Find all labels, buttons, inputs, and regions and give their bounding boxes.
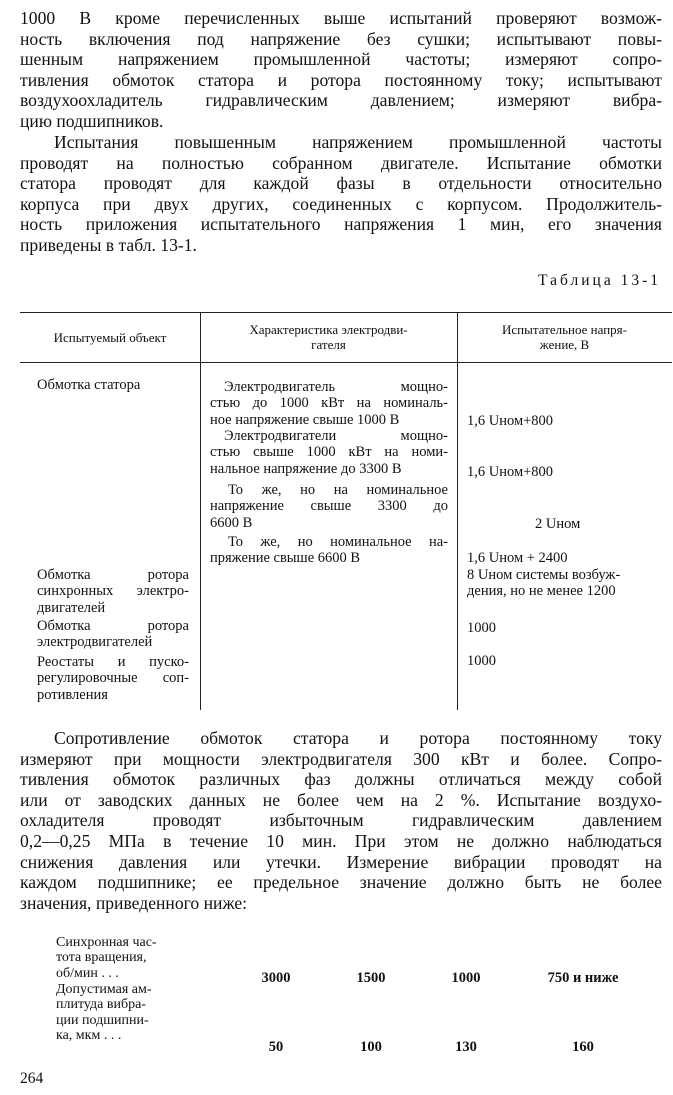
text-line: охладителя проводят избыточным гидравлическим давлением bbox=[20, 810, 662, 831]
text-line: измеряют при мощности электродвигателя 300 кВт и более. Сопро- bbox=[20, 748, 662, 769]
text-line: корпуса при двух других, соединенных с корпусом. Продолжитель- bbox=[20, 193, 662, 214]
object-rheostats bbox=[37, 654, 189, 703]
paragraph-1 bbox=[20, 8, 662, 132]
amplitude-label bbox=[56, 982, 188, 1044]
header-line: Испытательное напря- bbox=[502, 322, 627, 337]
object-rotor bbox=[37, 618, 189, 651]
voltage-sync-rotor bbox=[467, 567, 672, 600]
header-line: Характеристика электродви- bbox=[249, 322, 408, 337]
voltage-4: 1,6 Uном + 2400 bbox=[467, 550, 568, 566]
test-voltage-table bbox=[20, 312, 672, 710]
label-line: ции подшипни- bbox=[56, 1012, 149, 1028]
cell-line: Электродвигатель мощно- bbox=[224, 379, 448, 395]
cell-line: ное напряжение свыше 1000 В bbox=[210, 411, 400, 428]
cell-line: стью свыше 1000 кВт на номи- bbox=[210, 444, 448, 461]
text-line: 1000 В кроме перечисленных выше испытаний проверяют возмож- bbox=[20, 8, 662, 28]
object-stator: Обмотка статора bbox=[37, 377, 141, 393]
speed-value: 750 и ниже bbox=[547, 970, 619, 986]
cell-line: напряжение свыше 3300 до bbox=[210, 498, 448, 515]
cell-line: Реостаты и пуско- bbox=[37, 654, 189, 670]
label-line: Синхронная час- bbox=[56, 935, 157, 950]
speed-value: 3000 bbox=[261, 970, 291, 986]
vibration-table bbox=[56, 935, 656, 1060]
cell-line: ротивления bbox=[37, 686, 108, 703]
table-header-rule bbox=[20, 362, 672, 363]
text-line: значения, приведенного ниже: bbox=[20, 892, 248, 913]
speed-value: 1000 bbox=[451, 970, 481, 986]
char-over-6600v bbox=[210, 534, 448, 567]
amplitude-value: 50 bbox=[268, 1039, 284, 1055]
amplitude-value: 100 bbox=[360, 1039, 382, 1055]
cell-line: Обмотка ротора bbox=[37, 618, 189, 634]
text-line: Сопротивление обмоток статора и ротора постоянному току bbox=[54, 728, 662, 748]
page-number: 264 bbox=[20, 1070, 44, 1087]
speed-label bbox=[56, 935, 188, 981]
amplitude-value: 130 bbox=[455, 1039, 477, 1055]
voltage-rheostats: 1000 bbox=[467, 653, 496, 669]
voltage-1: 1,6 Uном+800 bbox=[467, 413, 554, 429]
table-column-divider bbox=[457, 312, 458, 710]
voltage-rotor: 1000 bbox=[467, 620, 496, 636]
char-up-to-1000kw bbox=[210, 379, 448, 428]
text-line: тивления обмоток статора и ротора постоянному току; испытывают bbox=[20, 69, 662, 90]
char-over-3300v bbox=[210, 482, 448, 531]
text-line: Испытания повышенным напряжением промышленной частоты bbox=[54, 132, 662, 152]
table-top-rule bbox=[20, 312, 672, 313]
text-line: ность включения под напряжение без сушки; испытывают повы- bbox=[20, 28, 662, 49]
voltage-2: 1,6 Uном+800 bbox=[467, 464, 554, 480]
cell-line: двигателей bbox=[37, 599, 106, 616]
cell-line: регулировочные соп- bbox=[37, 670, 189, 687]
paragraph-2 bbox=[20, 132, 662, 256]
cell-line: 8 Uном системы возбуж- bbox=[467, 567, 621, 583]
speed-value: 1500 bbox=[356, 970, 386, 986]
table-caption: Таблица 13-1 bbox=[538, 272, 661, 289]
header-object: Испытуемый объект bbox=[53, 330, 167, 345]
char-over-1000kw bbox=[210, 428, 448, 477]
label-line: тота вращения, bbox=[56, 950, 147, 966]
text-line: или от заводских данных не более чем на 2 %. Испытание воздухо- bbox=[20, 789, 662, 810]
text-line: ность приложения испытательного напряжения 1 мин, его значения bbox=[20, 214, 662, 235]
label-line: плитуда вибра- bbox=[56, 997, 146, 1013]
header-line: жение, В bbox=[539, 337, 590, 352]
label-line: Допустимая ам- bbox=[56, 982, 152, 997]
cell-line: стью до 1000 кВт на номиналь- bbox=[210, 395, 448, 412]
cell-line: Электродвигатели мощно- bbox=[224, 428, 448, 444]
label-line: ка, мкм . . . bbox=[56, 1028, 122, 1044]
text-line: воздухоохладитель гидравлическим давлением; измеряют вибра- bbox=[20, 90, 662, 111]
text-line: каждом подшипнике; ее предельное значение должно быть не более bbox=[20, 872, 662, 893]
cell-line: нальное напряжение до 3300 В bbox=[210, 460, 402, 477]
text-line: тивления обмоток различных фаз должны отличаться между собой bbox=[20, 769, 662, 790]
cell-line: То же, но на номинальное bbox=[228, 482, 448, 498]
voltage-3: 2 Uном bbox=[535, 516, 581, 532]
header-characteristic bbox=[200, 322, 457, 352]
text-line: проводят на полностью собранном двигателе. Испытание обмотки bbox=[20, 152, 662, 173]
text-line: шенным напряжением промышленной частоты; измеряют сопро- bbox=[20, 49, 662, 70]
cell-line: пряжение свыше 6600 В bbox=[210, 550, 361, 567]
table-column-divider bbox=[200, 312, 201, 710]
amplitude-value: 160 bbox=[572, 1039, 594, 1055]
header-voltage bbox=[457, 322, 672, 352]
text-line: снижения давления или утечки. Измерение вибрации проводят на bbox=[20, 851, 662, 872]
text-line: 0,2—0,25 МПа в течение 10 мин. При этом не должно наблюдаться bbox=[20, 830, 662, 851]
cell-line: Обмотка ротора bbox=[37, 567, 189, 583]
cell-line: электродвигателей bbox=[37, 634, 153, 651]
header-line: гателя bbox=[311, 337, 346, 352]
text-line: статора проводят для каждой фазы в отдельности относительно bbox=[20, 173, 662, 194]
label-line: об/мин . . . bbox=[56, 965, 119, 981]
cell-line: дения, но не менее 1200 bbox=[467, 583, 616, 600]
cell-line: синхронных электро- bbox=[37, 583, 189, 600]
cell-line: 6600 В bbox=[210, 514, 253, 531]
cell-line: То же, но номинальное на- bbox=[228, 534, 448, 550]
text-line: цию подшипников. bbox=[20, 110, 164, 131]
text-line: приведены в табл. 13-1. bbox=[20, 234, 197, 255]
object-sync-rotor bbox=[37, 567, 189, 616]
paragraph-3 bbox=[20, 728, 662, 913]
